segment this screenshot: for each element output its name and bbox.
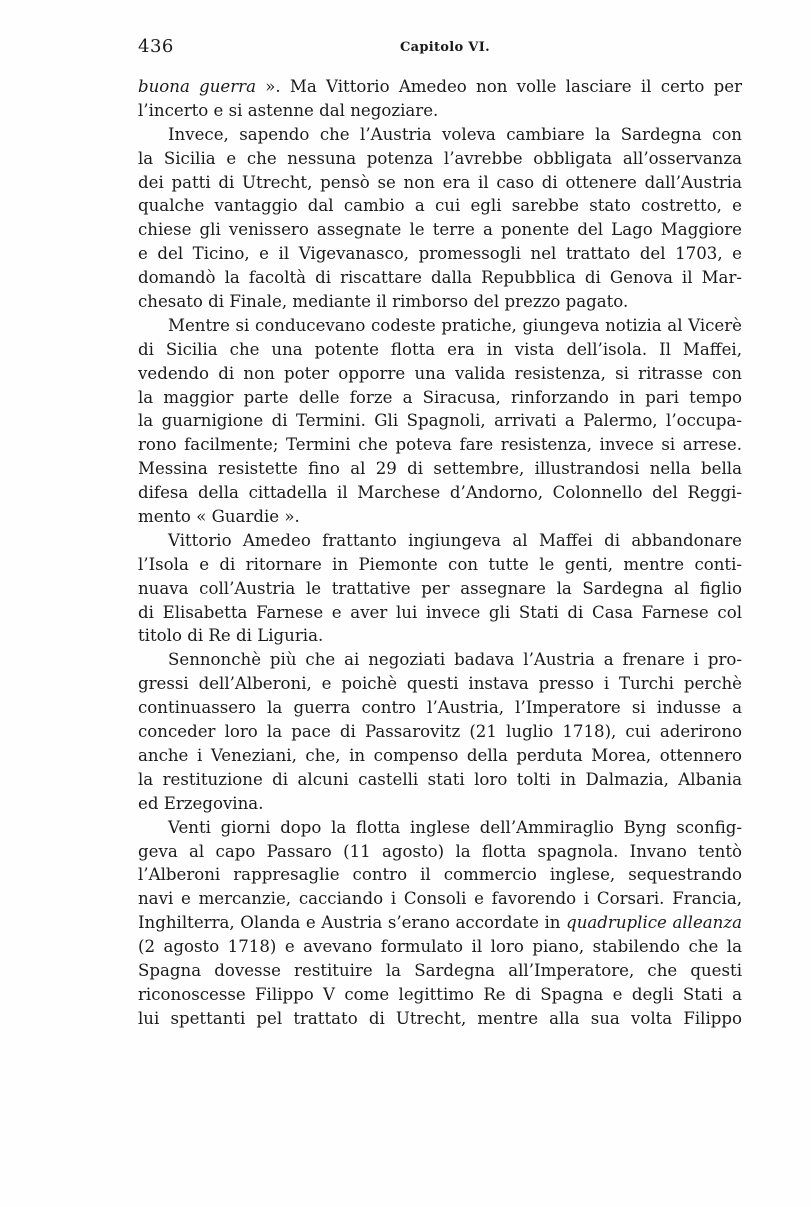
text-run: Sennonchè più che ai negoziati badava l’Austria a frenare i pro- <box>168 650 742 670</box>
text-run: navi e mercanzie, cacciando i Consoli e favorendo i Corsari. Francia, <box>138 889 742 909</box>
text-line <box>138 266 742 290</box>
text-line <box>138 720 742 744</box>
text-line <box>138 218 742 242</box>
text-line <box>138 983 742 1007</box>
text-run: ed Erzegovina. <box>138 793 264 813</box>
text-line <box>138 863 742 887</box>
text-line <box>138 935 742 959</box>
text-run: Invece, sapendo che l’Austria voleva cambiare la Sardegna con <box>168 124 742 144</box>
text-run: rono facilmente; Termini che poteva fare resistenza, invece si arrese. <box>138 435 742 455</box>
text-run: Spagna dovesse restituire la Sardegna all’Imperatore, che questi <box>138 960 742 980</box>
text-run: mento « Guardie ». <box>138 507 300 527</box>
text-run: continuassero la guerra contro l’Austria, l’Imperatore si indusse a <box>138 698 742 718</box>
text-run: l’Alberoni rappresaglie contro il commercio inglese, sequestrando <box>138 865 742 885</box>
text-line <box>138 792 742 816</box>
text-line <box>138 672 742 696</box>
text-line <box>138 1007 742 1031</box>
text-run: lui spettanti pel trattato di Utrecht, mentre alla sua volta Filippo <box>138 1008 742 1028</box>
text-line <box>138 601 742 625</box>
text-line <box>138 433 742 457</box>
text-run: la guarnigione di Termini. Gli Spagnoli, arrivati a Palermo, l’occupa- <box>138 411 742 431</box>
text-run: Mentre si conducevano codeste pratiche, giungeva notizia al Vicerè <box>168 315 742 335</box>
text-line <box>138 386 742 410</box>
text-line <box>138 99 742 123</box>
text-run: l’Isola e di ritornare in Piemonte con tutte le genti, mentre conti- <box>138 554 742 574</box>
text-line <box>138 147 742 171</box>
text-run: e del Ticino, e il Vigevanasco, promessogli nel trattato del 1703, e <box>138 244 742 264</box>
text-run: titolo di Re di Liguria. <box>138 626 324 646</box>
text-run: dei patti di Utrecht, pensò se non era il caso di ottenere dall’Austria <box>138 172 742 192</box>
text-line <box>138 768 742 792</box>
text-run: conceder loro la pace di Passarovitz (21 luglio 1718), cui aderirono <box>138 722 742 742</box>
text-line <box>138 959 742 983</box>
text-line <box>138 505 742 529</box>
text-run: ». Ma Vittorio Amedeo non volle lasciare il certo per <box>256 77 742 96</box>
text-run: anche i Veneziani, che, in compenso della perduta Morea, ottennero <box>138 745 742 765</box>
text-line <box>138 911 742 935</box>
text-line <box>138 194 742 218</box>
text-line <box>138 696 742 720</box>
text-line <box>138 481 742 505</box>
text-line <box>138 624 742 648</box>
italic-text: buona guerra <box>138 77 257 96</box>
text-run: nuava coll’Austria le trattative per assegnare la Sardegna al figlio <box>138 578 742 598</box>
text-line <box>138 362 742 386</box>
text-line <box>138 171 742 195</box>
text-run: Venti giorni dopo la flotta inglese dell’Ammiraglio Byng sconfig- <box>168 817 742 837</box>
text-run: di Sicilia che una potente flotta era in vista dell’isola. Il Maffei, <box>138 339 742 359</box>
text-run: geva al capo Passaro (11 agosto) la flotta spagnola. Invano tentò <box>138 841 742 861</box>
running-title: Capitolo VI. <box>400 40 490 55</box>
text-line <box>138 816 742 840</box>
text-run: Inghilterra, Olanda e Austria s’erano accordate in <box>138 913 567 933</box>
text-line <box>138 577 742 601</box>
text-run: gressi dell’Alberoni, e poichè questi instava presso i Turchi perchè <box>138 674 742 694</box>
text-run: chiese gli venissero assegnate le terre a ponente del Lago Maggiore <box>138 220 742 240</box>
text-line <box>138 529 742 553</box>
text-run: chesato di Finale, mediante il rimborso del prezzo pagato. <box>138 292 629 312</box>
text-line <box>138 290 742 314</box>
text-line <box>138 314 742 338</box>
text-run: la Sicilia e che nessuna potenza l’avrebbe obbligata all’osservanza <box>138 148 742 168</box>
text-run: difesa della cittadella il Marchese d’Andorno, Colonnello del Reggi- <box>138 483 742 503</box>
text-line <box>138 242 742 266</box>
italic-text: quadruplice alleanza <box>566 913 742 933</box>
text-line <box>138 75 742 99</box>
text-run: Messina resistette fino al 29 di settembre, illustrandosi nella bella <box>138 459 742 479</box>
text-run: Vittorio Amedeo frattanto ingiungeva al Maffei di abbandonare <box>168 530 742 550</box>
text-line <box>138 840 742 864</box>
text-line <box>138 887 742 911</box>
text-run: domandò la facoltà di riscattare dalla Repubblica di Genova il Mar- <box>138 268 742 288</box>
text-run: riconoscesse Filippo V come legittimo Re di Spagna e degli Stati a <box>138 984 742 1004</box>
text-line <box>138 553 742 577</box>
body-text <box>138 75 742 1031</box>
text-run: di Elisabetta Farnese e aver lui invece gli Stati di Casa Farnese col <box>138 602 742 622</box>
text-run: l’incerto e si astenne dal negoziare. <box>138 100 439 120</box>
text-run: qualche vantaggio dal cambio a cui egli sarebbe stato costretto, e <box>138 196 742 216</box>
text-line <box>138 123 742 147</box>
text-line <box>138 409 742 433</box>
text-line <box>138 457 742 481</box>
text-run: vedendo di non poter opporre una valida resistenza, si ritrasse con <box>138 363 742 383</box>
page-number: 436 <box>138 36 174 57</box>
text-run: (2 agosto 1718) e avevano formulato il loro piano, stabilendo che la <box>138 937 742 957</box>
page-header <box>138 34 742 60</box>
text-line <box>138 338 742 362</box>
text-line <box>138 648 742 672</box>
text-line <box>138 744 742 768</box>
text-run: la restituzione di alcuni castelli stati loro tolti in Dalmazia, Albania <box>138 769 742 789</box>
text-run: la maggior parte delle forze a Siracusa, rinforzando in pari tempo <box>138 387 742 407</box>
